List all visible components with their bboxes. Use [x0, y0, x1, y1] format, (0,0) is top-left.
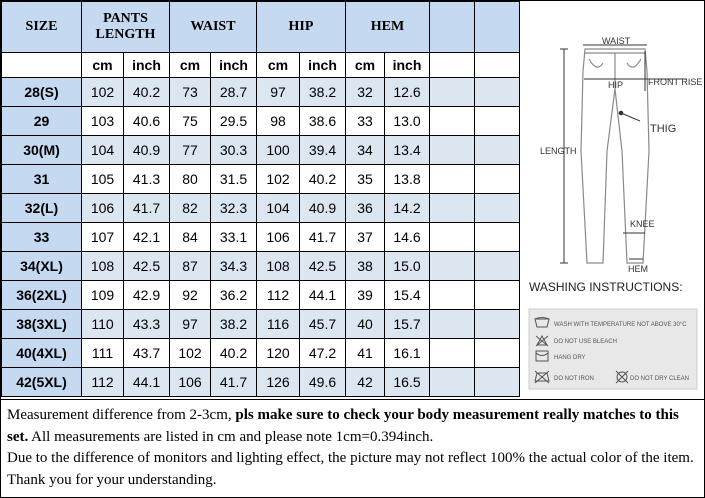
size-label: 38(3XL)	[2, 310, 82, 339]
no-bleach-text: DO NOT USE BLEACH	[554, 339, 617, 345]
cell-hem-cm: 39	[346, 281, 385, 310]
blank-cell	[430, 78, 475, 107]
cell-len-cm: 102	[82, 78, 124, 107]
cell-len-in: 43.3	[124, 310, 170, 339]
cell-len-cm: 109	[82, 281, 124, 310]
cell-len-cm: 111	[82, 339, 124, 368]
unit-inch: inch	[124, 53, 170, 78]
size-label: 32(L)	[2, 194, 82, 223]
unit-inch: inch	[385, 53, 430, 78]
blank-cell	[430, 339, 475, 368]
diagram-waist-label: WAIST	[602, 36, 631, 46]
unit-cm: cm	[170, 53, 211, 78]
cell-hem-cm: 35	[346, 165, 385, 194]
cell-hip-cm: 102	[257, 165, 300, 194]
diagram-thig-label: THIG	[650, 123, 677, 135]
unit-row	[2, 53, 520, 78]
blank-cell	[475, 194, 520, 223]
cell-waist-in: 32.3	[211, 194, 257, 223]
unit-blank	[475, 53, 520, 78]
table-row	[2, 194, 520, 223]
size-header: SIZE	[2, 2, 82, 53]
cell-hip-in: 38.6	[300, 107, 346, 136]
cell-hip-in: 45.7	[300, 310, 346, 339]
cell-hem-in: 13.8	[385, 165, 430, 194]
table-row	[2, 252, 520, 281]
cell-len-in: 41.7	[124, 194, 170, 223]
table-row	[2, 368, 520, 397]
table-row	[2, 339, 520, 368]
cell-hem-in: 15.4	[385, 281, 430, 310]
cell-len-cm: 103	[82, 107, 124, 136]
table-row	[2, 281, 520, 310]
cell-len-in: 42.1	[124, 223, 170, 252]
pants-length-header	[82, 2, 170, 53]
size-label: 30(M)	[2, 136, 82, 165]
blank-cell	[475, 165, 520, 194]
cell-hip-cm: 100	[257, 136, 300, 165]
cell-hip-in: 47.2	[300, 339, 346, 368]
cell-waist-cm: 106	[170, 368, 211, 397]
cell-hem-cm: 38	[346, 252, 385, 281]
cell-waist-cm: 82	[170, 194, 211, 223]
cell-waist-cm: 77	[170, 136, 211, 165]
blank-cell	[475, 252, 520, 281]
cell-waist-in: 38.2	[211, 310, 257, 339]
size-label: 36(2XL)	[2, 281, 82, 310]
unit-blank	[2, 53, 82, 78]
blank-cell	[430, 107, 475, 136]
cell-len-in: 41.3	[124, 165, 170, 194]
cell-waist-in: 28.7	[211, 78, 257, 107]
cell-hip-in: 44.1	[300, 281, 346, 310]
cell-hip-cm: 108	[257, 252, 300, 281]
blank-cell	[475, 136, 520, 165]
waist-header: WAIST	[170, 2, 257, 53]
cell-hip-cm: 126	[257, 368, 300, 397]
blank-cell	[430, 136, 475, 165]
cell-hem-in: 15.7	[385, 310, 430, 339]
diagram-length-label: LENGTH	[540, 146, 577, 156]
cell-hip-in: 49.6	[300, 368, 346, 397]
cell-hem-in: 14.6	[385, 223, 430, 252]
cell-len-cm: 105	[82, 165, 124, 194]
diagram-front-rise-label: FRONT RISE	[648, 77, 703, 87]
blank-cell	[430, 281, 475, 310]
size-label: 29	[2, 107, 82, 136]
unit-cm: cm	[346, 53, 385, 78]
table-row	[2, 223, 520, 252]
cell-len-cm: 104	[82, 136, 124, 165]
measurement-note	[1, 399, 705, 491]
note-emphasis: pls make sure to check your body measurement really matches to this set.	[7, 407, 679, 445]
cell-hip-cm: 116	[257, 310, 300, 339]
blank-cell	[430, 310, 475, 339]
unit-inch: inch	[211, 53, 257, 78]
cell-len-in: 40.9	[124, 136, 170, 165]
blank-cell	[475, 368, 520, 397]
cell-hip-cm: 104	[257, 194, 300, 223]
unit-blank	[430, 53, 475, 78]
blank-header	[430, 2, 475, 53]
cell-hem-in: 15.0	[385, 252, 430, 281]
cell-hip-cm: 97	[257, 78, 300, 107]
cell-hip-cm: 98	[257, 107, 300, 136]
note-monitor-disclaimer: Due to the difference of monitors and lighting effect, the picture may not reflect 100% the actual color of the item. Thank you for your understanding.	[7, 450, 694, 488]
pants-length-line2: LENGTH	[95, 27, 156, 42]
hem-header: HEM	[346, 2, 430, 53]
size-rows	[2, 78, 520, 397]
cell-hip-in: 38.2	[300, 78, 346, 107]
diagram-hem-label: HEM	[628, 264, 648, 274]
size-label: 42(5XL)	[2, 368, 82, 397]
cell-hem-cm: 37	[346, 223, 385, 252]
cell-hem-cm: 36	[346, 194, 385, 223]
no-iron-text: DO NOT IRON	[554, 376, 594, 382]
unit-cm: cm	[82, 53, 124, 78]
cell-hem-cm: 32	[346, 78, 385, 107]
cell-hem-in: 12.6	[385, 78, 430, 107]
cell-hem-in: 16.5	[385, 368, 430, 397]
cell-waist-in: 33.1	[211, 223, 257, 252]
cell-len-cm: 112	[82, 368, 124, 397]
size-label: 34(XL)	[2, 252, 82, 281]
unit-inch: inch	[300, 53, 346, 78]
table-row	[2, 107, 520, 136]
cell-hem-cm: 42	[346, 368, 385, 397]
cell-len-in: 40.6	[124, 107, 170, 136]
cell-waist-cm: 102	[170, 339, 211, 368]
size-label: 31	[2, 165, 82, 194]
cell-waist-cm: 87	[170, 252, 211, 281]
pants-length-line1: PANTS	[103, 11, 148, 26]
cell-waist-cm: 92	[170, 281, 211, 310]
table-row	[2, 136, 520, 165]
cell-waist-cm: 75	[170, 107, 211, 136]
cell-len-in: 42.9	[124, 281, 170, 310]
table-row	[2, 165, 520, 194]
pants-diagram	[527, 1, 704, 399]
blank-cell	[475, 339, 520, 368]
cell-len-in: 42.5	[124, 252, 170, 281]
blank-cell	[475, 78, 520, 107]
cell-waist-in: 30.3	[211, 136, 257, 165]
diagram-knee-label: KNEE	[630, 219, 655, 229]
blank-cell	[430, 165, 475, 194]
cell-hem-cm: 41	[346, 339, 385, 368]
cell-len-cm: 106	[82, 194, 124, 223]
cell-hip-cm: 112	[257, 281, 300, 310]
blank-header	[475, 2, 520, 53]
cell-waist-cm: 97	[170, 310, 211, 339]
cell-waist-in: 34.3	[211, 252, 257, 281]
cell-len-cm: 108	[82, 252, 124, 281]
blank-cell	[475, 223, 520, 252]
cell-waist-in: 29.5	[211, 107, 257, 136]
table-row	[2, 78, 520, 107]
cell-len-in: 40.2	[124, 78, 170, 107]
note-text-1: Measurement difference from 2-3cm,	[7, 407, 236, 423]
cell-waist-cm: 84	[170, 223, 211, 252]
cell-hem-in: 14.2	[385, 194, 430, 223]
size-table	[1, 1, 520, 397]
cell-hem-in: 13.0	[385, 107, 430, 136]
cell-waist-cm: 80	[170, 165, 211, 194]
cell-hip-in: 40.2	[300, 165, 346, 194]
cell-hem-in: 13.4	[385, 136, 430, 165]
no-dry-clean-text: DO NOT DRY CLEAN	[630, 376, 690, 382]
pants-diagram-svg	[527, 1, 704, 399]
blank-cell	[430, 252, 475, 281]
cell-hip-cm: 120	[257, 339, 300, 368]
cell-len-in: 44.1	[124, 368, 170, 397]
cell-waist-in: 31.5	[211, 165, 257, 194]
cell-len-in: 43.7	[124, 339, 170, 368]
cell-hem-cm: 33	[346, 107, 385, 136]
blank-cell	[475, 310, 520, 339]
size-label: 33	[2, 223, 82, 252]
diagram-hip-label: HIP	[608, 80, 624, 90]
cell-waist-cm: 73	[170, 78, 211, 107]
cell-len-cm: 110	[82, 310, 124, 339]
size-label: 40(4XL)	[2, 339, 82, 368]
cell-waist-in: 41.7	[211, 368, 257, 397]
hip-header: HIP	[257, 2, 346, 53]
cell-hem-cm: 34	[346, 136, 385, 165]
blank-cell	[430, 368, 475, 397]
blank-cell	[430, 194, 475, 223]
cell-hem-cm: 40	[346, 310, 385, 339]
size-label: 28(S)	[2, 78, 82, 107]
cell-waist-in: 36.2	[211, 281, 257, 310]
cell-hip-cm: 106	[257, 223, 300, 252]
blank-cell	[475, 107, 520, 136]
wash-temp-text: WASH WITH TEMPERATURE NOT ABOVE 30°C	[554, 322, 687, 328]
cell-hip-in: 42.5	[300, 252, 346, 281]
note-text-2: All measurements are listed in cm and please note 1cm=0.394inch.	[28, 428, 434, 445]
cell-hip-in: 41.7	[300, 223, 346, 252]
unit-cm: cm	[257, 53, 300, 78]
cell-waist-in: 40.2	[211, 339, 257, 368]
washing-title: WASHING INSTRUCTIONS:	[529, 280, 683, 294]
blank-cell	[475, 281, 520, 310]
header-row	[2, 2, 520, 53]
cell-hem-in: 16.1	[385, 339, 430, 368]
cell-hip-in: 40.9	[300, 194, 346, 223]
hang-dry-text: HANG DRY	[554, 355, 586, 361]
cell-hip-in: 39.4	[300, 136, 346, 165]
table-row	[2, 310, 520, 339]
cell-len-cm: 107	[82, 223, 124, 252]
blank-cell	[430, 223, 475, 252]
